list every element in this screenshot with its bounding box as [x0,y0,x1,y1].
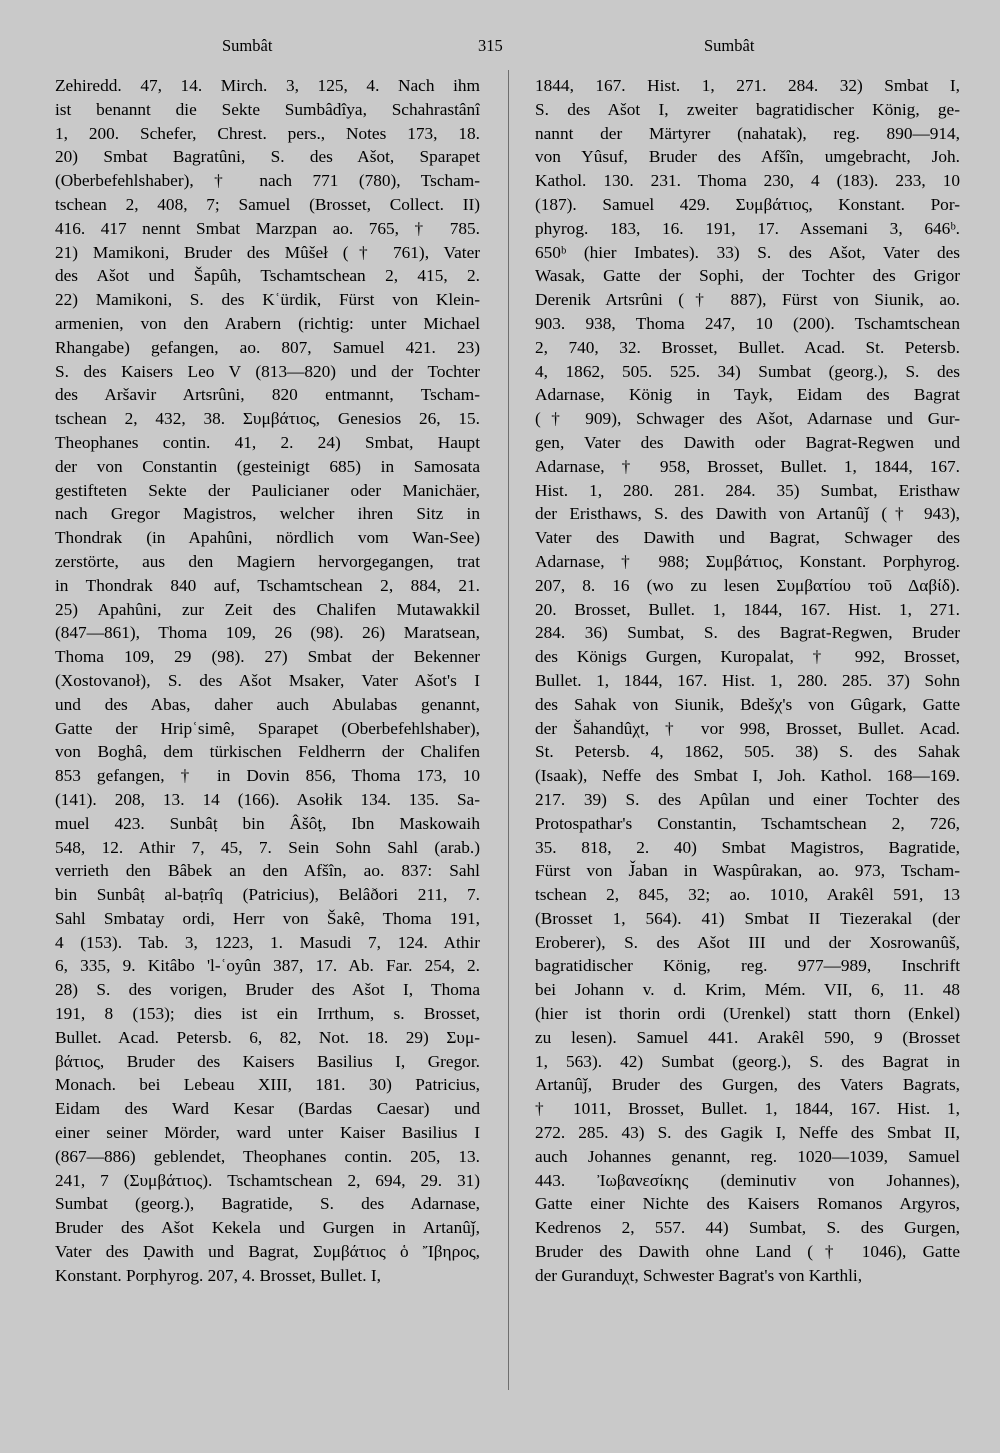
text-line: in Thondrak 840 auf, Tschamtschean 2, 884, 21. [55,575,480,595]
text-line: ist benannt die Sekte Sumbâdîya, Schahrastânî [55,99,480,119]
text-line: Kedrenos 2, 557. 44) Sumbat, S. des Gurgen, [535,1218,960,1238]
text-line: zerstörte, aus den Magiern hervorgegangen, trat [55,551,480,571]
text-line: 1844, 167. Hist. 1, 271. 284. 32) Smbat I, [535,76,960,95]
text-line: S. des Ašot I, zweiter bagratidischer König, ge- [535,99,960,119]
running-header [0,36,1000,60]
text-line: 207, 8. 16 (wo zu lesen Συμβατίου τοῦ Δαβίδ). [535,575,960,595]
text-line: Protospathar's Constantin, Tschamtschean 2, 726, [535,813,960,833]
text-line: Rhangabe) gefangen, ao. 807, Samuel 421. 23) [55,337,480,357]
text-line: Adarnase, † 988; Συμβάτιος, Konstant. Porphyrog. [535,551,960,571]
text-line: der Šahandûχt, † vor 998, Brosset, Bullet. Acad. [535,718,960,738]
text-line: Derenik Artsrûni († 887), Fürst von Siunik, ao. [535,290,960,310]
text-line: 25) Apahûni, zur Zeit des Chalifen Mutawakkil [55,599,480,619]
text-line: 6, 335, 9. Kitâbo 'l-ʿoyûn 387, 17. Ab. Far. 254, 2. [55,956,480,976]
text-line: 272. 285. 43) S. des Gagik I, Neffe des Smbat II, [535,1123,960,1143]
text-line: Monach. bei Lebeau XIII, 181. 30) Patricius, [55,1075,480,1095]
text-line: Bullet. Acad. Petersb. 6, 82, Not. 18. 29) Συμ- [55,1027,480,1047]
text-line: und des Abas, daher auch Abulabas genannt, [55,694,480,714]
text-line: Bullet. 1, 1844, 167. Hist. 1, 280. 285. 37) Sohn [535,670,960,690]
text-line: 416. 417 nennt Smbat Marzpan ao. 765, † 785. [55,218,480,238]
header-right-headword: Sumbât [704,36,755,55]
text-line: (187). Samuel 429. Συμβάτιος, Konstant. Por- [535,194,960,214]
text-line: S. des Kaisers Leo V (813—820) und der Tochter [55,361,480,381]
text-line: 4 (153). Tab. 3, 1223, 1. Masudi 7, 124. Athir [55,932,480,952]
text-line: (867—886) geblendet, Theophanes contin. 205, 13. [55,1146,480,1166]
text-line: Vater des Dawith und Bagrat, Schwager des [535,528,960,548]
text-line: gen, Vater des Dawith oder Bagrat-Regwen und [535,432,960,452]
text-line: des Königs Gurgen, Kuropalat, † 992, Brosset, [535,647,960,667]
text-line: 2, 740, 32. Brosset, Bullet. Acad. St. Petersb. [535,337,960,357]
text-line: Hist. 1, 280. 281. 284. 35) Sumbat, Eristhaw [535,480,960,500]
left-column [55,74,480,1288]
text-line: tschean 2, 408, 7; Samuel (Brosset, Collect. II) [55,194,480,214]
text-line: phyrog. 183, 16. 191, 17. Assemani 3, 646ᵇ. [535,218,960,238]
text-line: auch Johannes genannt, reg. 1020—1039, Samuel [535,1146,960,1166]
page-number: 315 [478,36,503,55]
text-line: einer seiner Mörder, ward unter Kaiser Basilius I [55,1123,480,1143]
text-line: Eroberer), S. des Ašot III und der Xosrowanûš, [535,932,960,952]
right-column [535,74,960,1288]
text-line: 853 gefangen, † in Dovin 856, Thoma 173, 10 [55,766,480,786]
text-line: 28) S. des vorigen, Bruder des Ašot I, Thoma [55,980,480,1000]
text-line: zu lesen). Samuel 441. Arakêl 590, 9 (Brosset [535,1027,960,1047]
text-line: des Sahak von Siunik, Bdešχ's von Gûgark, Gatte [535,694,960,714]
text-line: Kathol. 130. 231. Thoma 230, 4 (183). 233, 10 [535,171,960,191]
text-line: Vater des Ḍawith und Bagrat, Συμβάτιος ὁ Ἴβηρος, [55,1242,480,1262]
text-line: Thondrak (in Apahûni, nördlich vom Wan-See) [55,528,480,548]
text-line: Konstant. Porphyrog. 207, 4. Brosset, Bullet. I, [55,1265,381,1285]
text-line: Gatte einer Nichte des Kaisers Romanos Argyros, [535,1194,960,1214]
text-line: (hier ist thorin ordi (Urenkel) statt thorn (Enkel) [535,1004,960,1024]
text-line: 1, 200. Schefer, Chrest. pers., Notes 173, 18. [55,123,480,143]
text-line: 35. 818, 2. 40) Smbat Magistros, Bagratide, [535,837,960,857]
text-line: Eidam des Ward Kesar (Bardas Caesar) und [55,1099,480,1119]
text-line: (141). 208, 13. 14 (166). Asołik 134. 135. Sa- [55,789,480,809]
text-line: nach Gregor Magistros, welcher ihren Sitz in [55,504,480,524]
text-line: 22) Mamikoni, S. des Kʿürdik, Fürst von Klein- [55,290,480,310]
text-line: Adarnase, † 958, Brosset, Bullet. 1, 1844, 167. [535,456,960,476]
text-line: der Guranduχt, Schwester Bagrat's von Karthli, [535,1265,863,1285]
text-line: 548, 12. Athir 7, 45, 7. Sein Sohn Sahl (arab.) [55,837,480,857]
text-line: bei Johann v. d. Krim, Mém. VII, 6, 11. 48 [535,980,960,1000]
text-line: Bruder des Dawith ohne Land († 1046), Gatte [535,1242,960,1262]
column-divider [508,70,509,1390]
text-line: bin Sunbâṭ al-baṭrîq (Patricius), Belâðori 211, 7. [55,885,480,905]
text-line: 191, 8 (153); dies ist ein Irrthum, s. Brosset, [55,1004,480,1024]
text-line: Bruder des Ašot Kekela und Gurgen in Artanûǰ, [55,1218,480,1238]
text-line: muel 423. Sunbâṭ bin Âšôṭ, Ibn Maskowaih [55,813,480,833]
text-line: † 1011, Brosset, Bullet. 1, 1844, 167. Hist. 1, [535,1099,960,1119]
text-line: bagratidischer König, reg. 977—989, Inschrift [535,956,960,976]
text-line: († 909), Schwager des Ašot, Adarnase und Gur- [535,409,960,429]
text-line: gestifteten Sekte der Paulicianer oder Manichäer, [55,480,480,500]
text-line: (Brosset 1, 564). 41) Smbat II Tiezerakal (der [535,908,960,928]
text-line: Zehiredd. 47, 14. Mirch. 3, 125, 4. Nach ihm [55,76,480,95]
text-line: 217. 39) S. des Apûlan und einer Tochter des [535,789,960,809]
text-line: Thoma 109, 29 (98). 27) Smbat der Bekenner [55,647,480,667]
text-line: St. Petersb. 4, 1862, 505. 38) S. des Sahak [535,742,960,762]
text-line: 241, 7 (Συμβάτιος). Tschamtschean 2, 694, 29. 31) [55,1170,480,1190]
text-line: (Xostovanoł), S. des Ašot Msaker, Vater Ašot's I [55,670,480,690]
text-line: der Eristhaws, S. des Dawith von Artanûǰ († 943), [535,504,960,524]
text-line: Adarnase, König in Tayk, Eidam des Bagrat [535,385,960,405]
header-left-headword: Sumbât [222,36,273,55]
text-line: 20. Brosset, Bullet. 1, 1844, 167. Hist. 1, 271. [535,599,960,619]
text-line: armenien, von den Arabern (richtig: unter Michael [55,313,480,333]
text-line: Theophanes contin. 41, 2. 24) Smbat, Haupt [55,432,480,452]
text-line: verrieth den Bâbek an den Afšîn, ao. 837: Sahl [55,861,480,881]
text-line: 21) Mamikoni, Bruder des Mûšeł († 761), Vater [55,242,480,262]
text-line: Gatte der Hripʿsimê, Sparapet (Oberbefehlshaber), [55,718,480,738]
text-line: 4, 1862, 505. 525. 34) Sumbat (georg.), S. des [535,361,960,381]
text-line: 284. 36) Sumbat, S. des Bagrat-Regwen, Bruder [535,623,960,643]
text-line: des Aršavir Artsrûni, 820 entmannt, Tscham- [55,385,480,405]
text-line: Sumbat (georg.), Bagratide, S. des Adarnase, [55,1194,480,1214]
text-line: (847—861), Thoma 109, 26 (98). 26) Maratsean, [55,623,480,643]
text-line: 443. Ἰωβανεσίκης (deminutiv von Johannes), [535,1170,960,1190]
text-line: 1, 563). 42) Sumbat (georg.), S. des Bagrat in [535,1051,960,1071]
text-line: von Boghâ, dem türkischen Feldherrn der Chalifen [55,742,480,762]
text-line: Sahl Smbatay ordi, Herr von Šakê, Thoma 191, [55,908,480,928]
text-line: Artanûǰ, Bruder des Gurgen, des Vaters Bagrats, [535,1075,960,1095]
text-line: Wasak, Gatte der Sophi, der Tochter des Grigor [535,266,960,286]
text-line: (Isaak), Neffe des Smbat I, Joh. Kathol. 168—169. [535,766,960,786]
text-line: 650ᵇ (hier Imbates). 33) S. des Ašot, Vater des [535,242,960,262]
text-line: βάτιος, Bruder des Kaisers Basilius I, Gregor. [55,1051,480,1071]
text-line: tschean 2, 432, 38. Συμβάτιος, Genesios 26, 15. [55,409,480,429]
text-line: 903. 938, Thoma 247, 10 (200). Tschamtschean [535,313,960,333]
text-line: der von Constantin (gesteinigt 685) in Samosata [55,456,480,476]
text-line: von Yûsuf, Bruder des Afšîn, umgebracht, Joh. [535,147,960,167]
text-line: nannt der Märtyrer (nahatak), reg. 890—914, [535,123,960,143]
text-line: Fürst von J̌aban in Waspûrakan, ao. 973, Tscham- [535,861,960,881]
text-line: des Ašot und Šapûh, Tschamtschean 2, 415, 2. [55,266,480,286]
text-line: 20) Smbat Bagratûni, S. des Ašot, Sparapet [55,147,480,167]
text-line: tschean 2, 845, 32; ao. 1010, Arakêl 591, 13 [535,885,960,905]
text-line: (Oberbefehlshaber), † nach 771 (780), Tscham- [55,171,480,191]
